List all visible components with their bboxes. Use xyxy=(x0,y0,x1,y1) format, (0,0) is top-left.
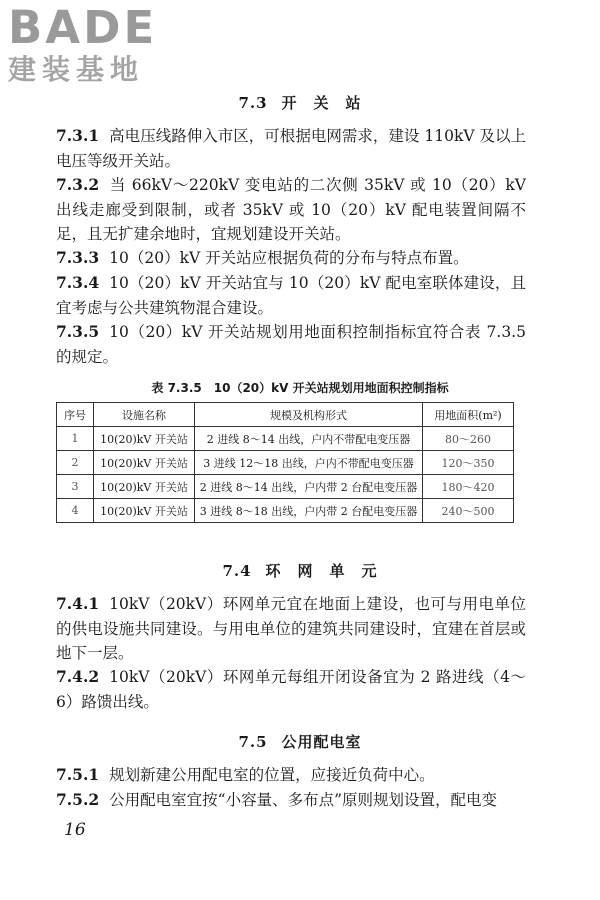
cell-area: 180～420 xyxy=(423,475,514,499)
clause-text: 规划新建公用配电室的位置，应接近负荷中心。 xyxy=(109,766,435,784)
cell-area: 240～500 xyxy=(423,499,514,523)
logo-brand: BADE xyxy=(8,1,158,54)
clause-number: 7.3.1 xyxy=(56,126,100,145)
clause-number: 7.3.4 xyxy=(56,273,100,292)
header-facility: 设施名称 xyxy=(94,403,195,427)
clause-text: 10（20）kV 开关站规划用地面积控制指标宜符合表 7.3.5 的规定。 xyxy=(56,323,526,366)
clause-number: 7.3.3 xyxy=(56,248,100,267)
clause-text: 当 66kV～220kV 变电站的二次侧 35kV 或 10（20）kV 出线走廊受到限制，或者 35kV 或 10（20）kV 配电装置间隔不足，且无扩建余地时，宜规划建设开关站。 xyxy=(56,176,526,244)
cell-index: 2 xyxy=(57,451,94,475)
cell-facility: 10(20)kV 开关站 xyxy=(94,451,195,475)
cell-facility: 10(20)kV 开关站 xyxy=(94,427,195,451)
clause-number: 7.5.1 xyxy=(56,765,100,784)
clause-text: 10kV（20kV）环网单元每组开闭设备宜为 2 路进线（4～6）路馈出线。 xyxy=(56,668,526,711)
clause-7-3-2 xyxy=(56,173,526,247)
header-index: 序号 xyxy=(57,403,94,427)
cell-area: 80～260 xyxy=(423,427,514,451)
clause-text: 10kV（20kV）环网单元宜在地面上建设，也可与用电单位的供电设施共同建设。与用电单位的建筑共同建设时，宜建在首层或地下一层。 xyxy=(56,595,526,663)
clause-7-5-2 xyxy=(56,788,526,813)
clause-7-4-2 xyxy=(56,665,526,714)
cell-scale: 2 进线 8～14 出线，户内带 2 台配电变压器 xyxy=(195,475,423,499)
cell-index: 1 xyxy=(57,427,94,451)
clause-number: 7.4.2 xyxy=(56,667,100,686)
header-area: 用地面积(m²) xyxy=(423,403,514,427)
cell-scale: 2 进线 8～14 出线，户内不带配电变压器 xyxy=(195,427,423,451)
clause-number: 7.3.5 xyxy=(56,322,100,341)
cell-facility: 10(20)kV 开关站 xyxy=(94,499,195,523)
cell-area: 120～350 xyxy=(423,451,514,475)
clause-7-5-1 xyxy=(56,763,526,788)
section-number: 7.4 xyxy=(222,562,252,580)
clause-7-3-1 xyxy=(56,124,526,173)
section-number: 7.3 xyxy=(238,94,268,112)
clause-text: 10（20）kV 开关站应根据负荷的分布与特点布置。 xyxy=(109,249,469,267)
section-heading-7-3 xyxy=(0,92,600,113)
table-header-row xyxy=(57,403,514,427)
clause-7-3-3 xyxy=(56,246,526,271)
cell-scale: 3 进线 8～18 出线，户内带 2 台配电变压器 xyxy=(195,499,423,523)
section-heading-7-5 xyxy=(0,731,600,752)
section-title: 公用配电室 xyxy=(281,733,362,751)
section-number: 7.5 xyxy=(238,733,268,751)
table-caption xyxy=(0,379,600,396)
clause-text: 公用配电室宜按“小容量、多布点”原则规划设置，配电变 xyxy=(109,791,498,809)
land-area-table xyxy=(56,402,514,523)
clause-7-3-4 xyxy=(56,271,526,320)
clause-number: 7.5.2 xyxy=(56,790,100,809)
page-number: 16 xyxy=(64,820,86,840)
cell-facility: 10(20)kV 开关站 xyxy=(94,475,195,499)
table-title: 10（20）kV 开关站规划用地面积控制指标 xyxy=(213,381,449,395)
clause-7-3-5 xyxy=(56,320,526,369)
clause-text: 高电压线路伸入市区，可根据电网需求，建设 110kV 及以上电压等级开关站。 xyxy=(56,127,526,170)
bade-logo xyxy=(8,1,158,86)
clause-text: 10（20）kV 开关站宜与 10（20）kV 配电室联体建设，且宜考虑与公共建筑物混合建设。 xyxy=(56,274,526,317)
header-scale: 规模及机构形式 xyxy=(195,403,423,427)
section-title: 开 关 站 xyxy=(281,94,362,112)
section-heading-7-4 xyxy=(0,560,600,581)
table-row xyxy=(57,427,514,451)
table-row xyxy=(57,499,514,523)
section-title: 环 网 单 元 xyxy=(265,562,378,580)
cell-index: 4 xyxy=(57,499,94,523)
clause-7-4-1 xyxy=(56,592,526,666)
clause-number: 7.4.1 xyxy=(56,594,100,613)
clause-number: 7.3.2 xyxy=(56,175,100,194)
cell-scale: 3 进线 12～18 出线，户内不带配电变压器 xyxy=(195,451,423,475)
logo-subtitle: 建装基地 xyxy=(8,53,145,86)
table-row xyxy=(57,475,514,499)
cell-index: 3 xyxy=(57,475,94,499)
table-number: 表 7.3.5 xyxy=(151,381,202,395)
table-row xyxy=(57,451,514,475)
